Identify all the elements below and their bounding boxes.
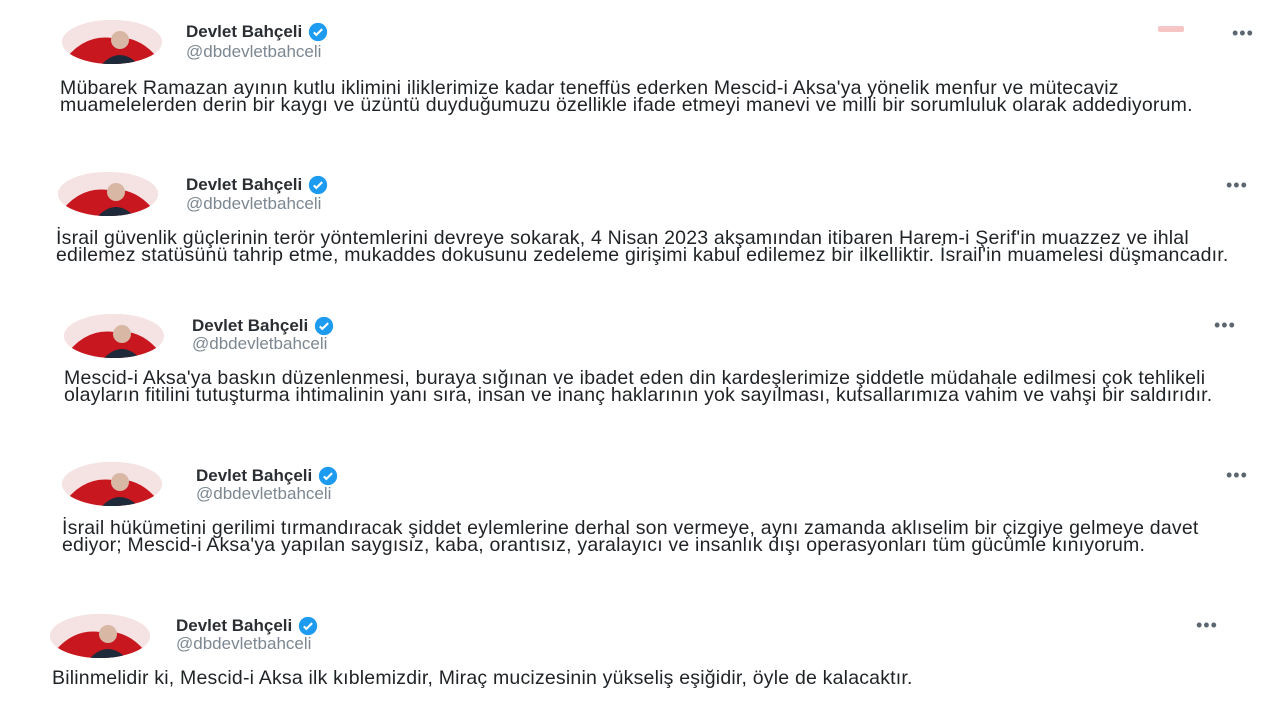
verified-badge-icon [308,22,328,42]
tweet-text: Bilinmelidir ki, Mescid-i Aksa ilk kıblemizdir, Miraç mucizesinin yükseliş eşiğidir, öyle de kalacaktır. [52,667,913,689]
author-handle[interactable]: @dbdevletbahceli [176,634,312,653]
author-handle[interactable]: @dbdevletbahceli [186,194,322,213]
more-options-icon[interactable]: ••• [1226,465,1248,485]
author-name[interactable] [196,466,338,486]
tweet-text: Mübarek Ramazan ayının kutlu iklimini iliklerimize kadar teneffüs ederken Mescid-i Aksa'ya yönelik menfur ve mütecaviz muamelelerden derin bir kaygı ve üzüntü duyduğumuzu özellikle ifade etmeyi manevi ve milli bir sorumluluk olarak addediyorum. [60,77,1193,116]
author-label: Devlet Bahçeli [186,22,303,41]
verified-badge-icon [298,616,318,636]
author-name[interactable] [192,316,334,336]
more-options-icon[interactable]: ••• [1226,175,1248,195]
avatar[interactable] [62,462,162,506]
verified-badge-icon [318,466,338,486]
avatar[interactable] [50,614,150,658]
tweet-text: İsrail güvenlik güçlerinin terör yöntemlerini devreye sokarak, 4 Nisan 2023 akşamından itibaren Harem-i Şerif'in muazzez ve ihlal edilemez statüsünü tahrip etme, mukaddes dokusunu zedeleme girişimi kabul edilemez bir ilkelliktir. İsrail'in muamelesi düşmancadır. [56,227,1229,266]
author-name[interactable] [186,175,328,195]
avatar[interactable] [64,314,164,358]
more-options-icon[interactable]: ••• [1232,23,1254,43]
author-handle[interactable]: @dbdevletbahceli [196,484,332,503]
tweet-text: Mescid-i Aksa'ya baskın düzenlenmesi, buraya sığınan ve ibadet eden din kardeşlerimize şiddetle müdahale edilmesi çok tehlikeli olayların fitilini tutuşturma ihtimalinin yanı sıra, insan ve inanç haklarının yok sayılması, kutsallarımıza vahim ve vahşi bir saldırıdır. [64,367,1213,406]
verified-badge-icon [314,316,334,336]
author-handle[interactable]: @dbdevletbahceli [192,334,328,353]
more-options-icon[interactable]: ••• [1214,315,1236,335]
author-label: Devlet Bahçeli [186,175,303,194]
author-label: Devlet Bahçeli [176,616,293,635]
more-options-icon[interactable]: ••• [1196,615,1218,635]
avatar[interactable] [58,172,158,216]
top-decoration [1158,26,1184,32]
author-label: Devlet Bahçeli [196,466,313,485]
author-label: Devlet Bahçeli [192,316,309,335]
avatar[interactable] [62,20,162,64]
author-handle[interactable]: @dbdevletbahceli [186,42,322,61]
author-name[interactable] [186,22,328,42]
author-name[interactable] [176,616,318,636]
tweet-text: İsrail hükümetini gerilimi tırmandıracak şiddet eylemlerine derhal son vermeye, aynı zamanda aklıselim bir çizgiye gelmeye davet ediyor; Mescid-i Aksa'ya yapılan saygısız, kaba, orantısız, yaralayıcı ve insanlık dışı operasyonları tüm gücümle kınıyorum. [62,517,1199,556]
verified-badge-icon [308,175,328,195]
